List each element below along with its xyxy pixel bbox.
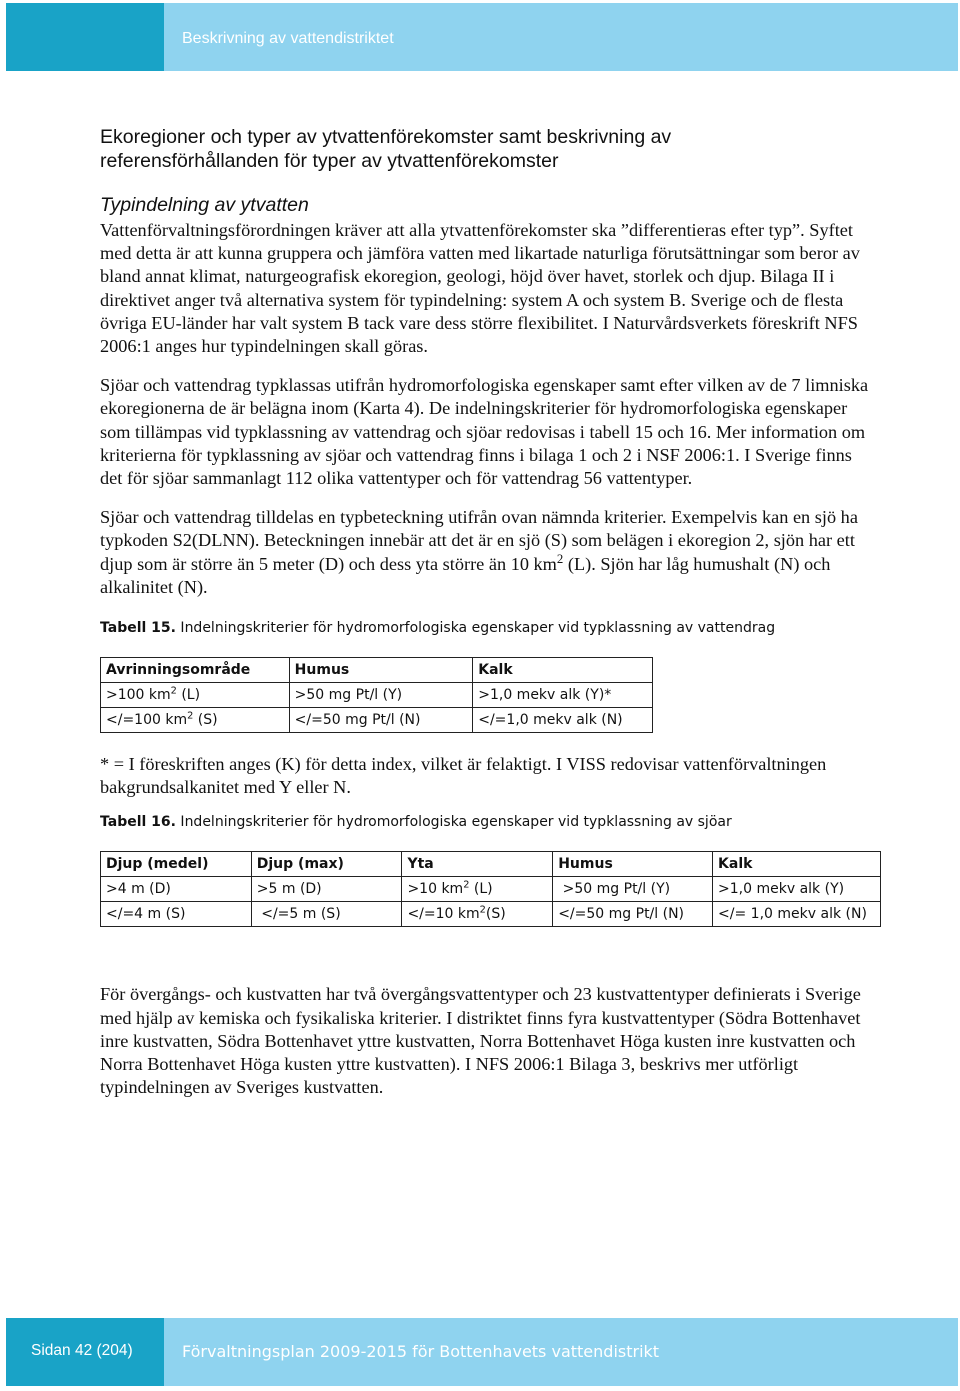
table-16-caption — [100, 813, 870, 831]
cell-text: (L) — [469, 881, 493, 898]
superscript: 2 — [187, 710, 194, 722]
header-cell: Humus — [289, 658, 473, 683]
superscript: 2 — [556, 551, 564, 566]
cell-text: >100 km — [106, 687, 171, 704]
table-cell — [101, 683, 290, 708]
table-cell: </= 1,0 mekv alk (N) — [713, 902, 881, 927]
page-number: Sidan 42 (204) — [31, 1342, 133, 1359]
header-cell: Yta — [402, 852, 553, 877]
cell-text: </=10 km — [407, 906, 480, 923]
paragraph-kustvatten: För övergångs- och kustvatten har två övergångsvattentyper och 23 kustvattentyper definierats i Sverige med hjälp av kemiska och fysikaliska kriterier. I distriktet finns fyra kustvattentyper (Södra Bottenhavet inre kustvatten, Södra Bottenhavet yttre kustvatten, Norra Bottenhavet Höga kusten inre kustvatten och Norra Bottenhavet Höga kusten yttre kustvatten). I NFS 2006:1 Bilaga 3, beskrivs mer utförligt typindelningen av Sveriges kustvatten. — [100, 984, 861, 1098]
section-heading — [100, 125, 870, 173]
table-cell: </=50 mg Pt/l (N) — [553, 902, 713, 927]
superscript: 2 — [170, 685, 177, 697]
cell-text: (S) — [485, 906, 506, 923]
table-row — [101, 683, 653, 708]
paragraph-typklassning: Sjöar och vattendrag typklassas utifrån hydromorfologiska egenskaper samt efter vilken av de 7 limniska ekoregionerna de är belägna inom (Karta 4). De indelningskriterier för hydromorfologiska egenskaper som tillämpas vid typklassning av vattendrag och sjöar redovisas i tabell 15 och 16. Mer information om kriterierna för typklassning av sjöar och vattendrag finns i bilaga 1 och 2 i NSF 2006:1. I Sverige finns det för sjöar sammanlagt 112 olika vattentyper och för vattendrag 56 vattentyper. — [100, 375, 869, 489]
table-header-row — [101, 658, 653, 683]
table-16-caption-text: Indelningskriterier för hydromorfologiska egenskaper vid typklassning av sjöar — [175, 814, 732, 831]
table-cell: >1,0 mekv alk (Y) — [713, 877, 881, 902]
table-15-footnote: * = I föreskriften anges (K) för detta index, vilket är felaktigt. I VISS redovisar vattenförvaltningen bakgrundsalkanitet med Y eller N. — [100, 754, 827, 798]
table-cell — [101, 708, 290, 733]
footer-title: Förvaltningsplan 2009-2015 för Bottenhavets vattendistrikt — [182, 1342, 660, 1361]
table-row — [101, 708, 653, 733]
header-band-dark — [6, 3, 164, 71]
table-cell: >1,0 mekv alk (Y)* — [473, 683, 653, 708]
paragraph-typindelning: Vattenförvaltningsförordningen kräver att alla ytvattenförekomster ska ”differentieras efter typ”. Syftet med detta är att kunna gruppera och jämföra vatten med likartade naturliga förutsättningar som beror av bland annat klimat, naturgeografisk ekoregion, geologi, höjd över havet, storlek och djup. Bilaga II i direktivet anger två alternativa system för typindelning: system A och system B. Sverige och de flesta övriga EU-länder har valt system B tack vare dess större flexibilitet. I Naturvårdsverkets föreskrift NFS 2006:1 anges hur typindelningen skall göras. — [100, 220, 860, 357]
table-16-caption-label: Tabell 16. — [100, 814, 176, 831]
table-15 — [100, 657, 653, 733]
cell-text: (L) — [176, 687, 201, 704]
table-cell: >4 m (D) — [101, 877, 252, 902]
table-15-caption-label: Tabell 15. — [100, 620, 176, 637]
header-title: Beskrivning av vattendistriktet — [182, 30, 394, 47]
cell-text: >10 km — [407, 881, 464, 898]
table-cell: >5 m (D) — [251, 877, 402, 902]
subheading: Typindelning av ytvatten — [100, 194, 309, 216]
table-16 — [100, 851, 881, 927]
table-cell: >50 mg Pt/l (Y) — [553, 877, 713, 902]
header-cell: Djup (medel) — [101, 852, 252, 877]
header-cell: Kalk — [473, 658, 653, 683]
page-content — [100, 125, 870, 1115]
paragraph-typbeteckning — [100, 506, 870, 599]
table-row — [101, 877, 881, 902]
table-header-row — [101, 852, 881, 877]
cell-text: (S) — [193, 712, 218, 729]
page-header — [6, 3, 958, 71]
section-heading-line-2: referensförhållanden för typer av ytvattenförekomster — [100, 150, 559, 172]
header-cell: Kalk — [713, 852, 881, 877]
header-cell: Humus — [553, 852, 713, 877]
header-cell: Djup (max) — [251, 852, 402, 877]
table-cell: </=50 mg Pt/l (N) — [289, 708, 473, 733]
superscript: 2 — [479, 904, 486, 916]
table-cell: </=5 m (S) — [251, 902, 402, 927]
table-cell — [402, 877, 553, 902]
section-heading-line-1: Ekoregioner och typer av ytvattenförekomster samt beskrivning av — [100, 126, 672, 148]
superscript: 2 — [463, 879, 470, 891]
table-15-caption-text: Indelningskriterier för hydromorfologiska egenskaper vid typklassning av vattendrag — [175, 620, 776, 637]
table-row — [101, 902, 881, 927]
table-cell: >50 mg Pt/l (Y) — [289, 683, 473, 708]
page-footer — [6, 1318, 958, 1386]
table-15-caption — [100, 619, 870, 637]
paragraph-typbeteckning-part-1: Sjöar och vattendrag tilldelas en typbeteckning utifrån ovan nämnda kriterier. Exempelvis kan en sjö ha typkoden S2(DLNN). Beteckningen innebär att det är en sjö (S) som belägen i ekoregion 2, sjön har ett djup som är större än 5 meter (D) och dess yta större än 10 km — [100, 507, 858, 574]
paragraph-typbeteckning-part-2: (L). Sjön har låg humushalt (N) och alkalinitet (N). — [100, 553, 831, 597]
table-cell — [402, 902, 553, 927]
table-cell: </=1,0 mekv alk (N) — [473, 708, 653, 733]
cell-text: </=100 km — [106, 712, 188, 729]
header-cell: Avrinningsområde — [101, 658, 290, 683]
table-cell: </=4 m (S) — [101, 902, 252, 927]
